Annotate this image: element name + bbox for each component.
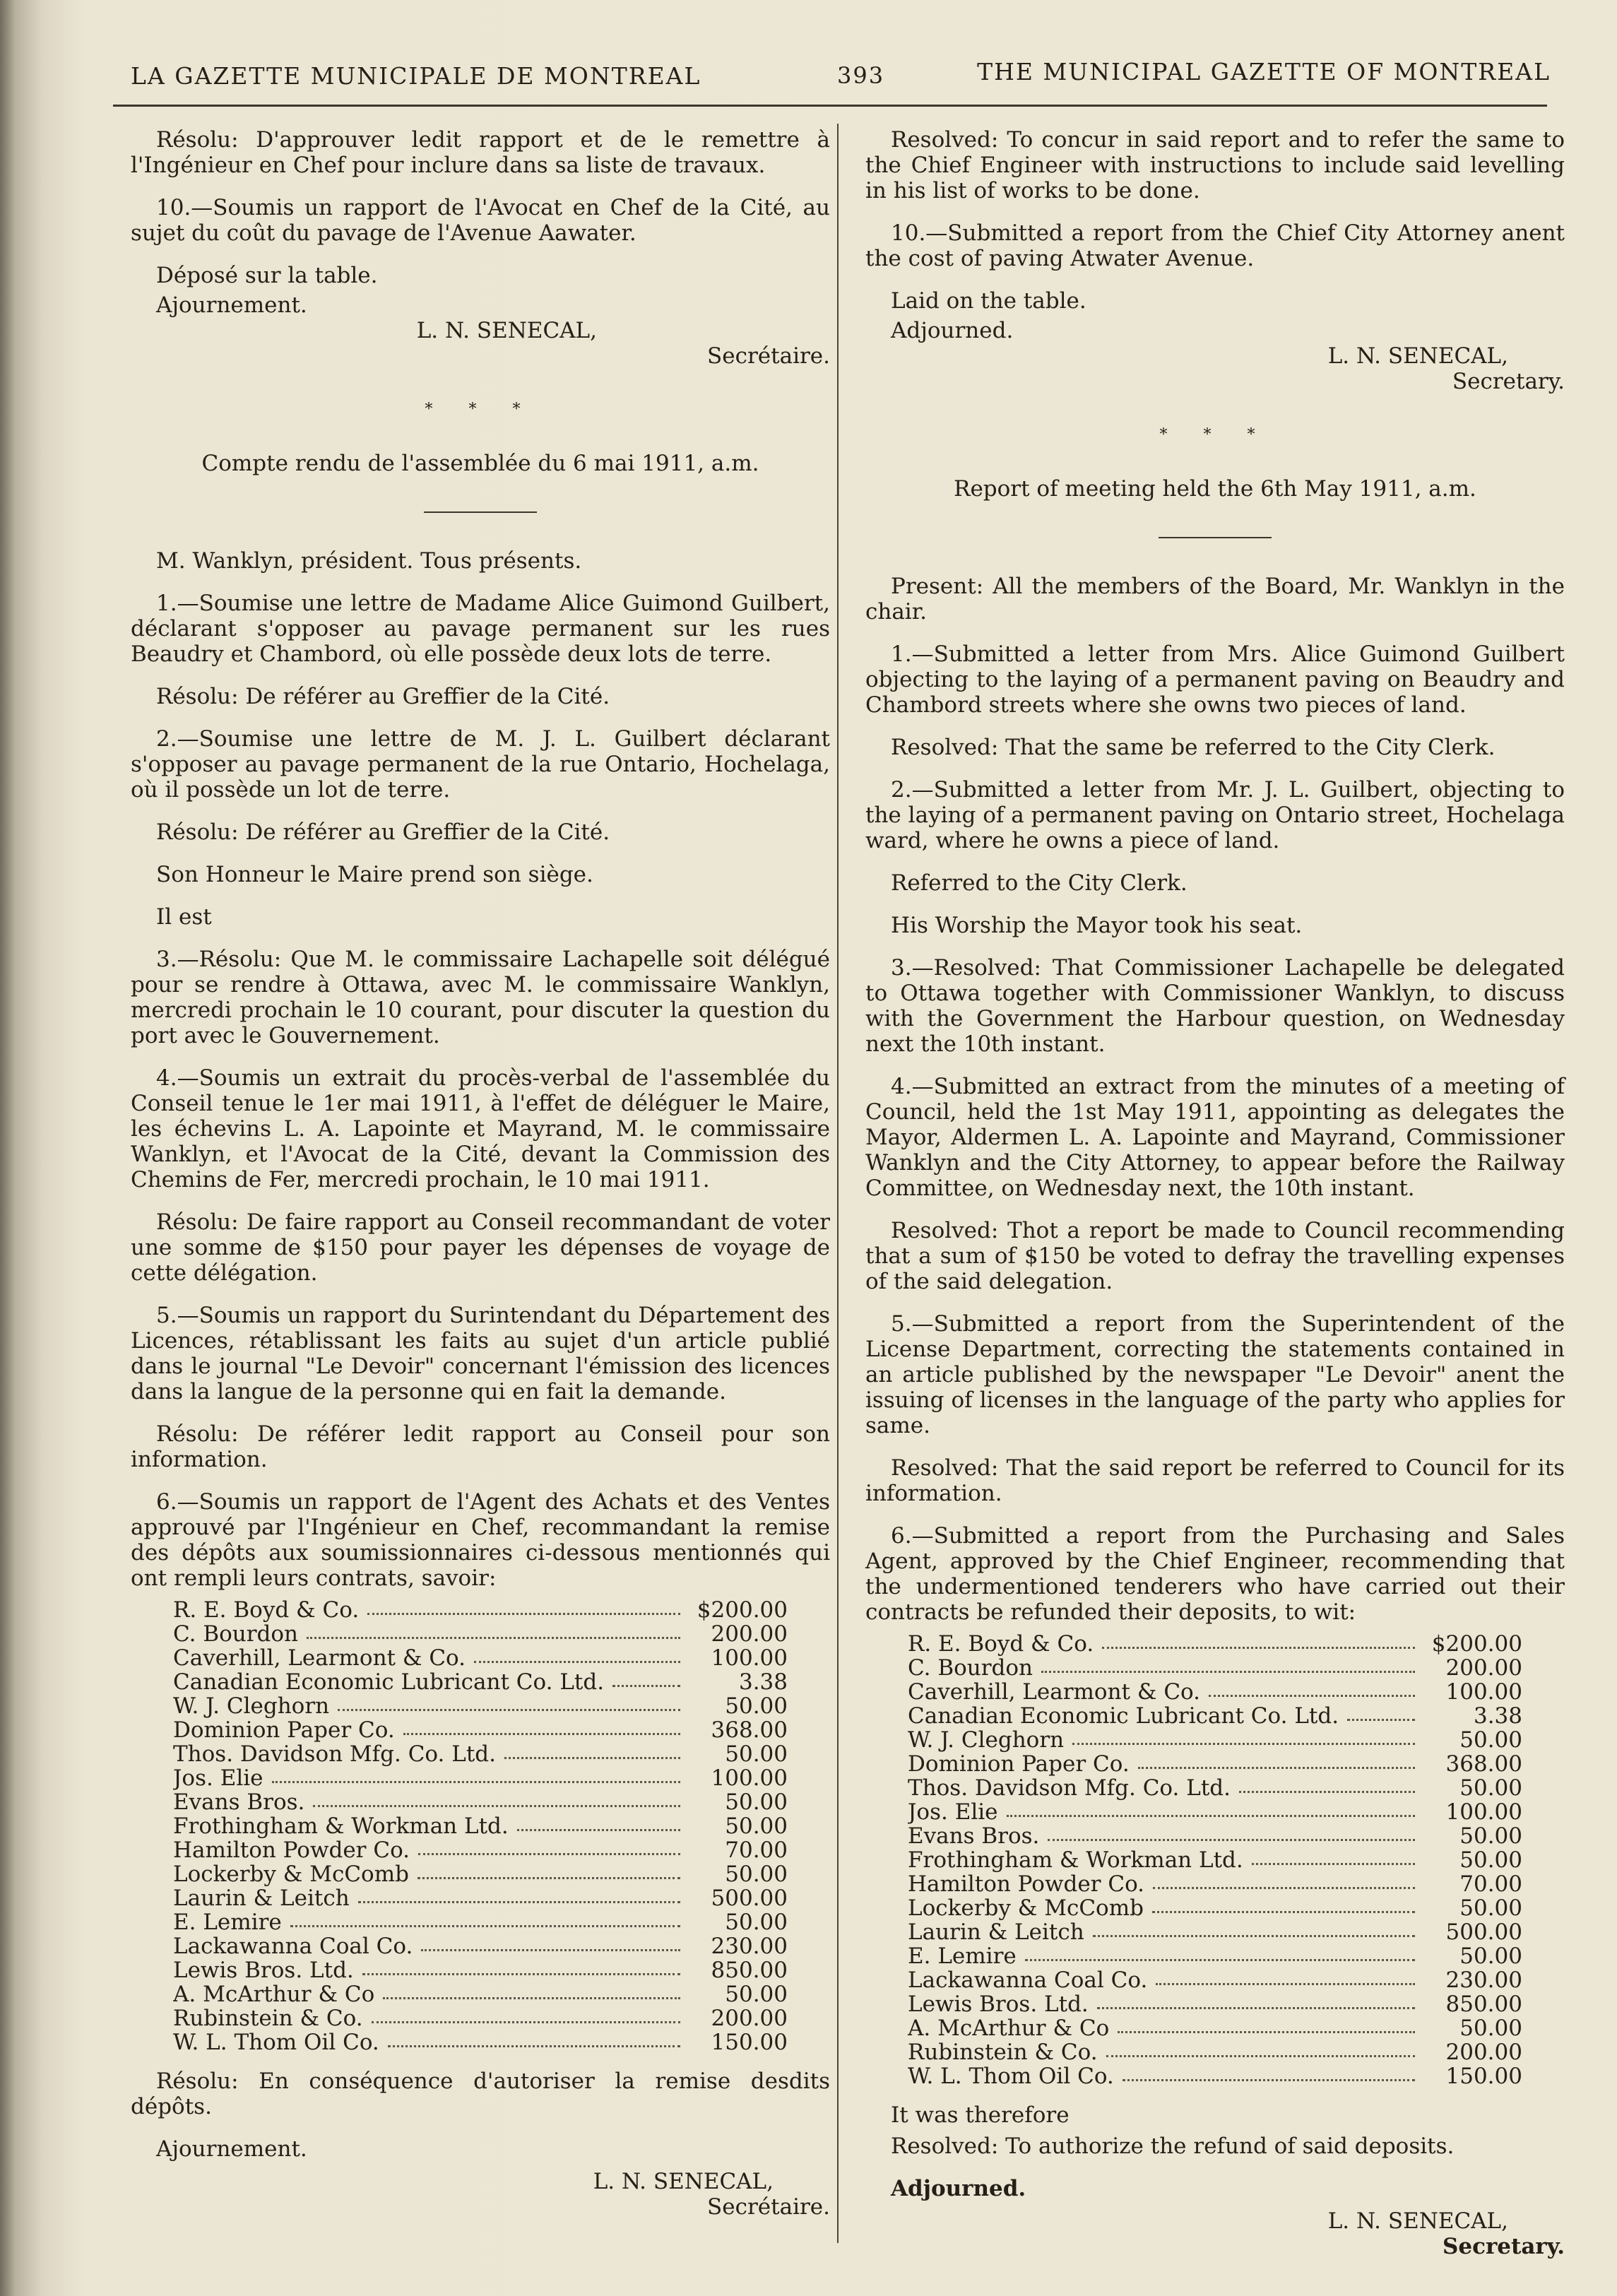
tenderer-name: Laurin & Leitch [173, 1886, 350, 1910]
deposit-amount: 50.00 [725, 1693, 788, 1719]
deposit-row [908, 1992, 1522, 2016]
deposit-amount: 150.00 [1445, 2064, 1522, 2089]
deposit-row [173, 1910, 788, 1934]
en-paragraph: Present: All the members of the Board, Mr. Wanklyn in the chair. [865, 574, 1565, 625]
tenderer-name: Laurin & Leitch [908, 1920, 1084, 1944]
deposit-amount: 150.00 [711, 2030, 788, 2055]
tenderer-name: W. L. Thom Oil Co. [173, 2030, 379, 2054]
leader-dots [388, 2030, 680, 2047]
tenderer-name: E. Lemire [173, 1910, 282, 1934]
tenderer-name: C. Bourdon [173, 1622, 299, 1646]
deposit-row [173, 2006, 788, 2030]
fr-paragraph: Résolu: De référer ledit rapport au Conseil pour son information. [131, 1421, 830, 1472]
deposit-amount: 368.00 [711, 1717, 788, 1743]
en-paragraph: 10.—Submitted a report from the Chief City Attorney anent the cost of paving Atwater Avenue. [865, 220, 1565, 271]
en-paragraph: Resolved: To authorize the refund of said deposits. [891, 2134, 1455, 2159]
deposit-row [173, 1766, 788, 1790]
deposit-amount: 50.00 [725, 1813, 788, 1839]
deposit-row [173, 2030, 788, 2054]
page-header [131, 55, 1551, 97]
tenderer-name: Hamilton Powder Co. [173, 1838, 410, 1862]
fr-paragraph: Résolu: D'approuver ledit rapport et de le remettre à l'Ingénieur en Chef pour inclure dans sa liste de travaux. [131, 127, 830, 178]
en-paragraph: Resolved: To concur in said report and to refer the same to the Chief Engineer with instructions to include said levelling in his list of works to be done. [865, 127, 1565, 203]
tenderer-name: Lewis Bros. Ltd. [908, 1992, 1089, 2016]
fr-deposit-list [173, 1598, 788, 2054]
deposit-amount: 200.00 [711, 2006, 788, 2031]
leader-dots [1252, 1848, 1415, 1865]
tenderer-name: Caverhill, Learmont & Co. [908, 1680, 1201, 1704]
leader-dots [403, 1718, 680, 1735]
deposit-row [908, 1848, 1522, 1872]
tenderer-name: W. J. Cleghorn [908, 1728, 1065, 1752]
fr-paragraph: Ajournement. [156, 292, 307, 318]
fr-separator-stars: * * * [425, 401, 536, 418]
deposit-row [908, 2040, 1522, 2064]
leader-dots [383, 1982, 680, 1999]
leader-dots [1118, 2016, 1415, 2033]
fr-short-rule [424, 511, 537, 513]
leader-dots [1209, 1680, 1415, 1697]
fr-signature-title: Secrétaire. [707, 343, 830, 369]
leader-dots [474, 1646, 680, 1663]
deposit-amount: 850.00 [711, 1958, 788, 1983]
en-paragraph: Adjourned. [891, 318, 1014, 343]
column-divider [837, 124, 839, 2243]
tenderer-name: Dominion Paper Co. [173, 1718, 395, 1742]
tenderer-name: A. McArthur & Co [173, 1982, 375, 2006]
fr-paragraph: 6.—Soumis un rapport de l'Agent des Achats et des Ventes approuvé par l'Ingénieur en Chef, recommandant la remise des dépôts aux soumissionnaires ci-dessous mentionnés qui ont rempli leurs contrats, savoir: [131, 1489, 830, 1591]
fr-paragraph: Résolu: De référer au Greffier de la Cité. [156, 684, 610, 709]
leader-dots [1153, 1872, 1415, 1889]
fr-paragraph: Résolu: En conséquence d'autoriser la remise desdits dépôts. [131, 2069, 830, 2119]
leader-dots [1041, 1656, 1415, 1673]
page-number: 393 [837, 62, 885, 89]
deposit-row [908, 1632, 1522, 1656]
deposit-row [173, 1934, 788, 1958]
en-paragraph: Adjourned. [891, 2176, 1026, 2201]
leader-dots [1156, 1968, 1415, 1985]
en-paragraph: 1.—Submitted a letter from Mrs. Alice Guimond Guilbert objecting to the laying of a permanent paving on Beaudry and Chambord streets where she owns two pieces of land. [865, 641, 1565, 718]
en-signature-title: Secretary. [1452, 369, 1565, 394]
deposit-row [908, 1776, 1522, 1800]
tenderer-name: A. McArthur & Co [908, 2016, 1110, 2040]
deposit-amount: $200.00 [697, 1597, 788, 1623]
deposit-amount: 50.00 [1459, 1895, 1522, 1921]
en-paragraph: 6.—Submitted a report from the Purchasing and Sales Agent, approved by the Chief Engineer, recommending that the undermentioned tenderers who have carried out their contracts be refunded their deposits, to wit: [865, 1523, 1565, 1625]
leader-dots [1138, 1752, 1415, 1769]
tenderer-name: Jos. Elie [173, 1766, 263, 1790]
leader-dots [612, 1670, 680, 1687]
leader-dots [1239, 1776, 1415, 1793]
deposit-amount: $200.00 [1431, 1631, 1522, 1657]
fr-paragraph: Résolu: De faire rapport au Conseil recommandant de voter une somme de $150 pour payer les dépenses de voyage de cette délégation. [131, 1209, 830, 1286]
deposit-row [173, 1742, 788, 1766]
deposit-row [173, 1838, 788, 1862]
tenderer-name: Canadian Economic Lubricant Co. Ltd. [173, 1670, 605, 1694]
tenderer-name: E. Lemire [908, 1944, 1017, 1968]
leader-dots [1152, 1896, 1415, 1913]
deposit-amount: 230.00 [1445, 1967, 1522, 1993]
tenderer-name: Jos. Elie [908, 1800, 998, 1824]
en-separator-stars: * * * [1159, 426, 1271, 444]
leader-dots [418, 1838, 680, 1855]
tenderer-name: Evans Bros. [173, 1790, 305, 1814]
deposit-row [908, 2016, 1522, 2040]
fr-paragraph: Son Honneur le Maire prend son siège. [156, 862, 593, 887]
deposit-row [908, 1800, 1522, 1824]
leader-dots [1347, 1704, 1415, 1721]
leader-dots [1025, 1944, 1415, 1961]
en-paragraph: 4.—Submitted an extract from the minutes of a meeting of Council, held the 1st May 1911, appointing as delegates the Mayor, Aldermen L. A. Lapointe and Mayrand, Commissioner Wanklyn and the City Attorney, to appear before the Railway Committee, on Wednesday next, the 10th instant. [865, 1074, 1565, 1201]
deposit-row [908, 1872, 1522, 1896]
deposit-amount: 100.00 [711, 1645, 788, 1671]
deposit-row [173, 1670, 788, 1694]
leader-dots [417, 1862, 680, 1879]
tenderer-name: Lockerby & McComb [173, 1862, 409, 1886]
leader-dots [1097, 1992, 1415, 2009]
en-paragraph: It was therefore [891, 2102, 1070, 2128]
deposit-amount: 50.00 [725, 1910, 788, 1935]
tenderer-name: C. Bourdon [908, 1656, 1033, 1680]
en-paragraph: 5.—Submitted a report from the Superintendent of the License Department, correcting the statements contained in an article published by the newspaper "Le Devoir" anent the issuing of licenses in the language of the party who applies for same. [865, 1311, 1565, 1438]
deposit-amount: 50.00 [1459, 1823, 1522, 1849]
leader-dots [362, 1958, 680, 1975]
deposit-amount: 200.00 [711, 1621, 788, 1647]
deposit-row [173, 1862, 788, 1886]
tenderer-name: Canadian Economic Lubricant Co. Ltd. [908, 1704, 1339, 1728]
deposit-row [908, 1896, 1522, 1920]
leader-dots [307, 1622, 680, 1639]
deposit-row [908, 1704, 1522, 1728]
fr-signature-name: L. N. SENECAL, [593, 2169, 774, 2194]
tenderer-name: Lockerby & McComb [908, 1896, 1144, 1920]
leader-dots [358, 1886, 680, 1903]
fr-paragraph: 10.—Soumis un rapport de l'Avocat en Chef de la Cité, au sujet du coût du pavage de l'Avenue Aawater. [131, 195, 830, 246]
tenderer-name: Caverhill, Learmont & Co. [173, 1646, 466, 1670]
en-paragraph: Resolved: Thot a report be made to Council recommending that a sum of $150 be voted to defray the travelling expenses of the said delegation. [865, 1218, 1565, 1294]
en-signature-name: L. N. SENECAL, [1327, 2208, 1508, 2234]
deposit-amount: 100.00 [1445, 1799, 1522, 1825]
french-column [131, 127, 830, 2220]
tenderer-name: Thos. Davidson Mfg. Co. Ltd. [173, 1742, 496, 1766]
tenderer-name: W. J. Cleghorn [173, 1694, 330, 1718]
tenderer-name: Frothingham & Workman Ltd. [908, 1848, 1243, 1872]
deposit-amount: 50.00 [725, 1789, 788, 1815]
header-french-title: LA GAZETTE MUNICIPALE DE MONTREAL [131, 62, 701, 90]
deposit-amount: 3.38 [738, 1669, 788, 1695]
fr-paragraph: Ajournement. [156, 2136, 307, 2162]
en-paragraph: Resolved: That the said report be referred to Council for its information. [865, 1455, 1565, 1506]
fr-paragraph: Déposé sur la table. [156, 263, 378, 288]
en-paragraph: 3.—Resolved: That Commissioner Lachapelle be delegated to Ottawa together with Commissioner Wanklyn, to discuss with the Government the Harbour question, on Wednesday next the 10th instant. [865, 955, 1565, 1057]
leader-dots [313, 1790, 680, 1807]
tenderer-name: Rubinstein & Co. [908, 2040, 1098, 2064]
deposit-row [908, 1920, 1522, 1944]
tenderer-name: Rubinstein & Co. [173, 2006, 363, 2030]
deposit-amount: 500.00 [1445, 1919, 1522, 1945]
leader-dots [1102, 1632, 1415, 1649]
deposit-row [173, 1814, 788, 1838]
deposit-row [173, 1646, 788, 1670]
deposit-row [908, 2064, 1522, 2088]
deposit-amount: 50.00 [725, 1862, 788, 1887]
deposit-row [173, 1598, 788, 1622]
deposit-amount: 50.00 [1459, 1847, 1522, 1873]
deposit-amount: 50.00 [725, 1982, 788, 2007]
deposit-amount: 500.00 [711, 1886, 788, 1911]
tenderer-name: R. E. Boyd & Co. [908, 1632, 1094, 1656]
deposit-row [173, 1790, 788, 1814]
deposit-row [173, 1622, 788, 1646]
fr-paragraph: M. Wanklyn, président. Tous présents. [156, 548, 582, 574]
tenderer-name: R. E. Boyd & Co. [173, 1598, 360, 1622]
fr-paragraph: 3.—Résolu: Que M. le commissaire Lachapelle soit délégué pour se rendre à Ottawa, avec M. le commissaire Wanklyn, mercredi prochain le 10 courant, pour discuter la question du port avec le Gouvernement. [131, 947, 830, 1048]
deposit-amount: 200.00 [1445, 1655, 1522, 1681]
leader-dots [367, 1598, 680, 1615]
en-signature-title: Secretary. [1442, 2234, 1565, 2259]
fr-signature-name: L. N. SENECAL, [416, 318, 597, 343]
fr-paragraph: Résolu: De référer au Greffier de la Cité. [156, 819, 610, 845]
fr-paragraph: 4.—Soumis un extrait du procès-verbal de l'assemblée du Conseil tenue le 1er mai 1911, à l'effet de déléguer le Maire, les échevins L. A. Lapointe et Mayrand, M. le commissaire Wanklyn, et l'Avocat de la Cité, devant la Commission des Chemins de Fer, mercredi prochain, le 10 mai 1911. [131, 1065, 830, 1193]
en-paragraph: Referred to the City Clerk. [891, 870, 1187, 896]
deposit-amount: 850.00 [1445, 1992, 1522, 2017]
deposit-amount: 50.00 [1459, 1943, 1522, 1969]
deposit-amount: 100.00 [711, 1765, 788, 1791]
tenderer-name: Hamilton Powder Co. [908, 1872, 1145, 1896]
deposit-row [173, 1982, 788, 2006]
deposit-row [908, 1728, 1522, 1752]
leader-dots [504, 1742, 680, 1759]
en-report-title: Report of meeting held the 6th May 1911, a.m. [954, 476, 1476, 502]
deposit-row [908, 1656, 1522, 1680]
leader-dots [1048, 1824, 1415, 1841]
leader-dots [421, 1934, 680, 1951]
deposit-row [173, 1958, 788, 1982]
fr-signature-title: Secrétaire. [707, 2194, 830, 2220]
deposit-amount: 100.00 [1445, 1679, 1522, 1705]
deposit-amount: 70.00 [1459, 1871, 1522, 1897]
leader-dots [1007, 1800, 1415, 1817]
deposit-row [173, 1694, 788, 1718]
tenderer-name: Dominion Paper Co. [908, 1752, 1130, 1776]
tenderer-name: Lewis Bros. Ltd. [173, 1958, 354, 1982]
deposit-amount: 3.38 [1473, 1703, 1522, 1729]
deposit-amount: 50.00 [1459, 1727, 1522, 1753]
deposit-row [908, 1680, 1522, 1704]
tenderer-name: Thos. Davidson Mfg. Co. Ltd. [908, 1776, 1231, 1800]
leader-dots [372, 2006, 680, 2023]
deposit-amount: 368.00 [1445, 1751, 1522, 1777]
leader-dots [272, 1766, 680, 1783]
deposit-row [908, 1824, 1522, 1848]
deposit-amount: 50.00 [1459, 2016, 1522, 2041]
header-english-title: THE MUNICIPAL GAZETTE OF MONTREAL [977, 58, 1551, 85]
en-paragraph: His Worship the Mayor took his seat. [891, 913, 1303, 938]
deposit-row [173, 1718, 788, 1742]
deposit-row [173, 1886, 788, 1910]
fr-paragraph: Il est [156, 904, 212, 930]
leader-dots [1106, 2040, 1415, 2057]
deposit-amount: 50.00 [725, 1741, 788, 1767]
en-paragraph: 2.—Submitted a letter from Mr. J. L. Guilbert, objecting to the laying of a permanent paving on Ontario street, Hochelaga ward, where he owns a piece of land. [865, 777, 1565, 853]
tenderer-name: Lackawanna Coal Co. [173, 1934, 413, 1958]
tenderer-name: Frothingham & Workman Ltd. [173, 1814, 509, 1838]
en-signature-name: L. N. SENECAL, [1327, 343, 1508, 369]
leader-dots [1072, 1728, 1415, 1745]
tenderer-name: W. L. Thom Oil Co. [908, 2064, 1114, 2088]
leader-dots [338, 1694, 680, 1711]
en-short-rule [1159, 537, 1272, 538]
leader-dots [290, 1910, 680, 1927]
tenderer-name: Lackawanna Coal Co. [908, 1968, 1148, 1992]
en-deposit-list [908, 1632, 1522, 2088]
leader-dots [517, 1814, 680, 1831]
deposit-row [908, 1944, 1522, 1968]
english-column [865, 127, 1565, 2259]
leader-dots [1093, 1920, 1415, 1937]
fr-report-title: Compte rendu de l'assemblée du 6 mai 1911, a.m. [201, 451, 759, 476]
deposit-row [908, 1752, 1522, 1776]
fr-paragraph: 2.—Soumise une lettre de M. J. L. Guilbert déclarant s'opposer au pavage permanent de la rue Ontario, Hochelaga, où il possède un lot de terre. [131, 726, 830, 803]
fr-paragraph: 1.—Soumise une lettre de Madame Alice Guimond Guilbert, déclarant s'opposer au pavage permanent sur les rues Beaudry et Chambord, où elle possède deux lots de terre. [131, 591, 830, 667]
deposit-amount: 230.00 [711, 1934, 788, 1959]
deposit-amount: 70.00 [725, 1838, 788, 1863]
deposit-row [908, 1968, 1522, 1992]
en-paragraph: Laid on the table. [891, 288, 1086, 314]
en-paragraph: Resolved: That the same be referred to the City Clerk. [891, 735, 1495, 760]
fr-paragraph: 5.—Soumis un rapport du Surintendant du Département des Licences, rétablissant les faits au sujet d'un article publié dans le journal "Le Devoir" concernant l'émission des licences dans la langue de la personne qui en fait la demande. [131, 1303, 830, 1404]
deposit-amount: 200.00 [1445, 2040, 1522, 2065]
deposit-amount: 50.00 [1459, 1775, 1522, 1801]
leader-dots [1123, 2064, 1415, 2081]
header-rule [113, 105, 1547, 107]
tenderer-name: Evans Bros. [908, 1824, 1040, 1848]
